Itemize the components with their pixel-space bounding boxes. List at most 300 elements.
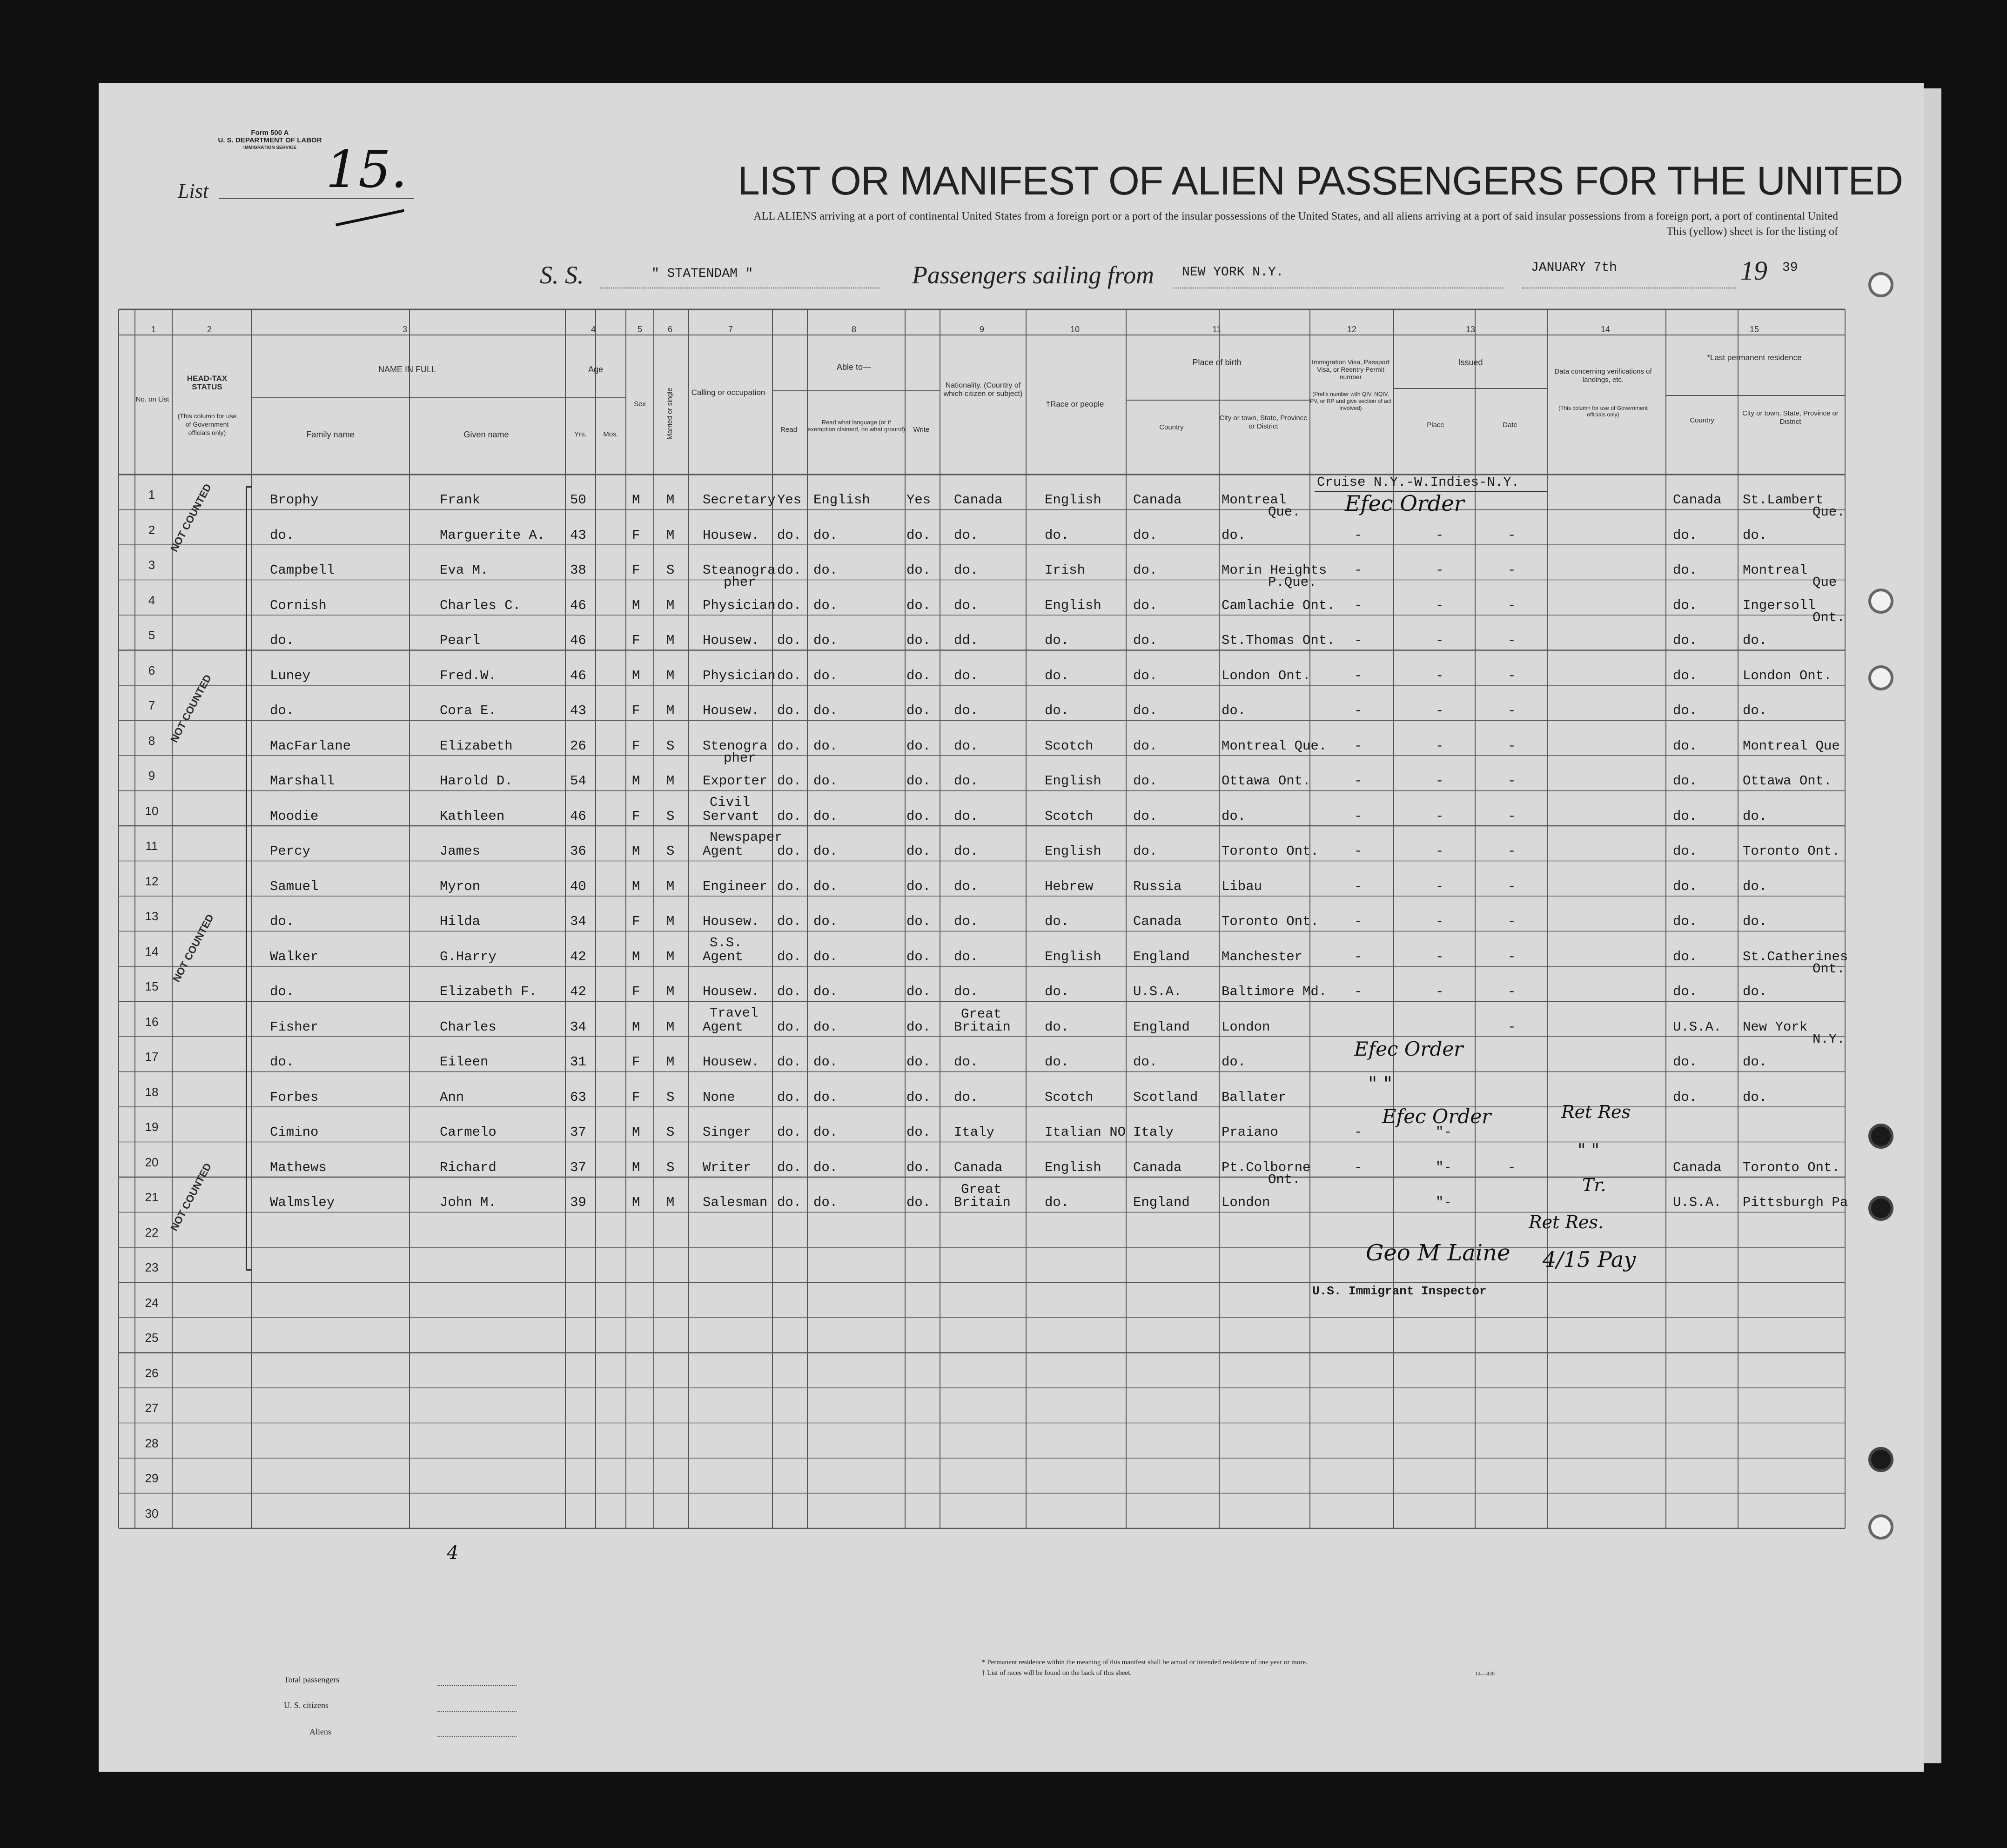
footer-total-passengers: Total passengers [284, 1675, 340, 1684]
residence-country-cell: U.S.A. [1673, 1019, 1722, 1035]
write-cell: do. [906, 878, 931, 894]
marital-cell: S [666, 808, 675, 824]
calling-cell: Newspaper [710, 830, 783, 845]
issued-place-cell: - [1436, 949, 1444, 964]
birth-country-cell: Russia [1133, 878, 1182, 894]
read-language-cell: do. [813, 949, 838, 964]
calling-cell: Housew. [703, 633, 759, 648]
birth-country-cell: do. [1133, 844, 1158, 859]
residence-city-cell: do. [1743, 984, 1767, 999]
header-write: Write [913, 426, 930, 434]
nationality-cell: do. [954, 1054, 979, 1070]
write-cell: do. [906, 527, 931, 543]
read-cell: do. [777, 844, 802, 859]
residence-country-cell: do. [1673, 1089, 1698, 1105]
read-cell: do. [777, 633, 802, 648]
header-able-to: Able to— [836, 362, 872, 372]
read-language-cell: do. [813, 597, 838, 613]
calling-cell: Civil [710, 794, 751, 810]
birth-country-cell: do. [1133, 633, 1158, 648]
birth-country-cell: Scotland [1133, 1089, 1198, 1105]
issued-place-cell: - [1436, 984, 1444, 999]
row-number: 8 [148, 733, 155, 748]
issued-place-cell: - [1436, 878, 1444, 894]
birth-city-cell: London Ont. [1222, 668, 1311, 683]
family-name-cell: MacFarlane [270, 738, 351, 754]
read-cell: do. [777, 984, 802, 999]
row-number: 19 [145, 1120, 159, 1134]
race-cell: Scotch [1045, 738, 1094, 754]
page-title: LIST OR MANIFEST OF ALIEN PASSENGERS FOR THE UNITED [738, 159, 1903, 203]
residence-city-cell: Ottawa Ont. [1743, 773, 1832, 789]
calling-cell: Physician [703, 668, 776, 683]
read-language-cell: do. [813, 808, 838, 824]
birth-city-cell: Toronto Ont. [1222, 914, 1319, 929]
read-language-cell: do. [813, 914, 838, 929]
calling-cell: Travel [710, 1005, 758, 1021]
marital-cell: M [666, 492, 675, 508]
issued-date-cell: - [1508, 773, 1516, 789]
birth-city-cell: Libau [1222, 878, 1262, 894]
age-cell: 46 [570, 597, 586, 613]
family-name-cell: do. [270, 703, 295, 718]
subtitle-line-2: This (yellow) sheet is for the listing of [1666, 226, 1838, 238]
not-counted-stamp: NOT COUNTED [168, 482, 214, 554]
race-cell: do. [1045, 1054, 1069, 1070]
residence-country-cell: do. [1673, 914, 1698, 929]
header-race: †Race or people [1046, 400, 1104, 408]
family-name-cell: do. [270, 914, 295, 929]
footer-aliens-line [437, 1736, 517, 1737]
age-cell: 46 [570, 668, 586, 683]
header-nationality: Nationality. (Country of which citizen or subject) [943, 382, 1023, 398]
column-number: 15 [1749, 325, 1759, 334]
handwritten-issued-row16: Efec Order [1354, 1038, 1463, 1060]
issued-place-cell: "- [1436, 1195, 1452, 1210]
issued-date-cell: - [1508, 878, 1516, 894]
marital-cell: S [666, 1089, 675, 1105]
header-issued: Issued [1458, 358, 1483, 367]
write-cell: do. [906, 1089, 931, 1105]
row-number: 15 [145, 979, 159, 993]
write-cell: do. [906, 738, 931, 754]
issued-place-cell: - [1436, 527, 1444, 543]
given-name-cell: Elizabeth F. [440, 984, 537, 999]
birth-city-cell: P.Que. [1268, 575, 1317, 590]
head-tax-bracket [246, 486, 252, 1271]
row-number: 16 [145, 1014, 159, 1029]
given-name-cell: John M. [440, 1195, 497, 1210]
row-number: 18 [145, 1085, 159, 1099]
read-language-cell: do. [813, 738, 838, 754]
birth-city-cell: Ballater [1222, 1089, 1287, 1105]
read-language-cell: do. [813, 633, 838, 648]
family-name-cell: Mathews [270, 1159, 327, 1175]
footer-code: 14—430 [1475, 1670, 1495, 1677]
read-language-cell: do. [813, 984, 838, 999]
write-cell: do. [906, 1159, 931, 1175]
sailing-date: JANUARY 7th [1531, 261, 1617, 275]
given-name-cell: Pearl [440, 633, 481, 648]
residence-city-cell: New York [1743, 1019, 1808, 1035]
write-cell: do. [906, 844, 931, 859]
form-service: IMMIGRATION SERVICE [243, 145, 297, 150]
birth-city-cell: St.Thomas Ont. [1222, 633, 1335, 648]
read-cell: do. [777, 668, 802, 683]
sex-cell: M [632, 1195, 640, 1210]
header-given-name: Given name [463, 430, 509, 439]
birth-city-cell: Toronto Ont. [1222, 844, 1319, 859]
given-name-cell: James [440, 844, 481, 859]
read-language-cell: do. [813, 878, 838, 894]
given-name-cell: Charles C. [440, 597, 521, 613]
header-issued-place: Place [1427, 421, 1444, 429]
issued-date-cell: - [1508, 1019, 1516, 1035]
given-name-cell: Charles [440, 1019, 497, 1035]
handwritten-verif-row19: " " [1577, 1140, 1600, 1160]
header-age: Age [588, 365, 604, 374]
sex-cell: F [632, 738, 640, 754]
handwritten-verif-row18: Ret Res [1561, 1102, 1631, 1122]
sex-cell: F [632, 984, 640, 999]
read-cell: do. [777, 527, 802, 543]
family-name-cell: Forbes [270, 1089, 319, 1105]
nationality-cell: Italy [954, 1125, 995, 1140]
race-cell: do. [1045, 668, 1069, 683]
read-cell: do. [777, 914, 802, 929]
birth-country-cell: Canada [1133, 1159, 1182, 1175]
given-name-cell: Fred.W. [440, 668, 497, 683]
nationality-cell: do. [954, 878, 979, 894]
calling-cell: Steanogra [703, 562, 776, 578]
marital-cell: M [666, 597, 675, 613]
visa-cell: - [1354, 773, 1363, 789]
issued-date-cell: - [1508, 597, 1516, 613]
family-name-cell: Walker [270, 949, 319, 964]
sex-cell: M [632, 492, 640, 508]
residence-city-cell: do. [1743, 633, 1767, 648]
calling-cell: Agent [703, 1019, 744, 1035]
residence-country-cell: Canada [1673, 492, 1722, 508]
footer-us-citizens: U. S. citizens [284, 1701, 329, 1710]
given-name-cell: Harold D. [440, 773, 513, 789]
footer-total-line [437, 1685, 517, 1686]
issued-date-cell: - [1508, 1159, 1516, 1175]
age-cell: 37 [570, 1159, 586, 1175]
issued-date-cell: - [1508, 808, 1516, 824]
row-number: 3 [148, 558, 155, 572]
marital-cell: M [666, 1195, 675, 1210]
residence-city-cell: Montreal [1743, 562, 1808, 578]
row-number: 25 [145, 1331, 159, 1345]
residence-city-cell: do. [1743, 878, 1767, 894]
birth-country-cell: do. [1133, 597, 1158, 613]
read-cell: do. [777, 703, 802, 718]
write-cell: do. [906, 633, 931, 648]
nationality-cell: do. [954, 527, 979, 543]
marital-cell: M [666, 703, 675, 718]
residence-city-cell: Ingersoll [1743, 597, 1816, 613]
nationality-cell: do. [954, 984, 979, 999]
age-cell: 39 [570, 1195, 586, 1210]
family-name-cell: Cimino [270, 1125, 319, 1140]
given-name-cell: Hilda [440, 914, 481, 929]
nationality-cell: do. [954, 597, 979, 613]
calling-cell: Housew. [703, 984, 759, 999]
age-cell: 37 [570, 1125, 586, 1140]
footer-citizens-line [437, 1711, 517, 1712]
year-prefix: 19 [1740, 255, 1767, 286]
birth-country-cell: U.S.A. [1133, 984, 1182, 999]
birth-country-cell: do. [1133, 562, 1158, 578]
age-cell: 43 [570, 527, 586, 543]
header-birth-country: Country [1159, 423, 1184, 431]
age-cell: 26 [570, 738, 586, 754]
nationality-cell: do. [954, 738, 979, 754]
residence-city-cell: Que. [1812, 504, 1845, 520]
calling-cell: pher [724, 575, 756, 590]
column-number: 1 [151, 325, 156, 334]
birth-city-cell: Ont. [1268, 1172, 1301, 1187]
column-number: 10 [1070, 325, 1080, 334]
row-number: 7 [148, 698, 155, 712]
residence-city-cell: do. [1743, 527, 1767, 543]
marital-cell: M [666, 773, 675, 789]
residence-city-cell: Toronto Ont. [1743, 1159, 1840, 1175]
read-cell: do. [777, 1195, 802, 1210]
residence-country-cell: do. [1673, 703, 1698, 718]
marital-cell: M [666, 949, 675, 964]
birth-city-cell: Camlachie Ont. [1222, 597, 1335, 613]
list-number: 15. [326, 140, 407, 199]
header-visa-note: (Prefix number with QIV, NQIV, PV, or RP and give section of act involved) [1310, 391, 1391, 411]
visa-cell: - [1354, 633, 1363, 648]
residence-city-cell: Que [1812, 575, 1837, 590]
residence-city-cell: do. [1743, 1054, 1767, 1070]
residence-city-cell: Toronto Ont. [1743, 844, 1840, 859]
issued-place-cell: "- [1436, 1125, 1452, 1140]
column-number: 13 [1465, 325, 1476, 334]
race-cell: English [1045, 949, 1101, 964]
residence-country-cell: do. [1673, 773, 1698, 789]
given-name-cell: Carmelo [440, 1125, 497, 1140]
read-language-cell: do. [813, 844, 838, 859]
age-cell: 46 [570, 633, 586, 648]
issued-date-cell: - [1508, 668, 1516, 683]
header-married: Married or single [666, 388, 674, 440]
footer-note-2: † List of races will be found on the back of this sheet. [982, 1669, 1132, 1677]
calling-cell: Stenogra [703, 738, 768, 754]
row-number: 26 [145, 1366, 159, 1380]
row-number: 17 [145, 1050, 159, 1064]
sex-cell: M [632, 1019, 640, 1035]
header-calling: Calling or occupation [691, 388, 765, 397]
family-name-cell: Moodie [270, 808, 319, 824]
age-cell: 43 [570, 703, 586, 718]
race-cell: Scotch [1045, 1089, 1094, 1105]
visa-cell: - [1354, 949, 1363, 964]
visa-cell: - [1354, 878, 1363, 894]
read-language-cell: do. [813, 562, 838, 578]
column-number: 5 [637, 325, 642, 334]
issued-date-cell: - [1508, 914, 1516, 929]
read-language-cell: do. [813, 1054, 838, 1070]
sex-cell: M [632, 878, 640, 894]
sex-cell: F [632, 1054, 640, 1070]
read-cell: do. [777, 562, 802, 578]
residence-country-cell: do. [1673, 633, 1698, 648]
row-number: 29 [145, 1471, 159, 1485]
year-suffix: 39 [1782, 261, 1798, 275]
race-cell: do. [1045, 703, 1069, 718]
calling-cell: Housew. [703, 914, 759, 929]
birth-country-cell: do. [1133, 703, 1158, 718]
read-language-cell: do. [813, 773, 838, 789]
marital-cell: M [666, 633, 675, 648]
nationality-cell: Britain [954, 1019, 1011, 1035]
read-cell: do. [777, 949, 802, 964]
birth-city-cell: Morin Heights [1222, 562, 1327, 578]
write-cell: do. [906, 984, 931, 999]
issued-place-cell: - [1436, 738, 1444, 754]
issued-date-cell: - [1508, 984, 1516, 999]
residence-city-cell: St.Catherines [1743, 949, 1848, 964]
age-cell: 34 [570, 914, 586, 929]
race-cell: English [1045, 773, 1101, 789]
residence-country-cell: do. [1673, 562, 1698, 578]
read-language-cell: do. [813, 1125, 838, 1140]
birth-country-cell: Canada [1133, 914, 1182, 929]
header-yrs: Yrs. [574, 430, 587, 438]
read-language-cell: do. [813, 1195, 838, 1210]
marital-cell: M [666, 527, 675, 543]
residence-city-cell: do. [1743, 914, 1767, 929]
issued-date-cell: - [1508, 527, 1516, 543]
nationality-cell: Britain [954, 1195, 1011, 1210]
read-cell: do. [777, 878, 802, 894]
sex-cell: M [632, 773, 640, 789]
nationality-cell: do. [954, 1089, 979, 1105]
issued-date-cell: - [1508, 738, 1516, 754]
birth-country-cell: do. [1133, 773, 1158, 789]
calling-cell: Engineer [703, 878, 768, 894]
column-number: 7 [728, 325, 733, 334]
header-place-of-birth: Place of birth [1192, 358, 1242, 367]
age-cell: 42 [570, 949, 586, 964]
family-name-cell: Walmsley [270, 1195, 335, 1210]
age-cell: 42 [570, 984, 586, 999]
read-language-cell: do. [813, 703, 838, 718]
issued-date-cell: - [1508, 844, 1516, 859]
residence-city-cell: Ont. [1812, 961, 1845, 977]
sex-cell: M [632, 668, 640, 683]
race-cell: Hebrew [1045, 878, 1094, 894]
footer-aliens: Aliens [309, 1727, 331, 1736]
birth-city-cell: Montreal [1222, 492, 1287, 508]
family-name-cell: Marshall [270, 773, 335, 789]
column-number: 8 [851, 325, 856, 334]
write-cell: do. [906, 562, 931, 578]
row-number: 14 [145, 944, 159, 958]
family-name-cell: Brophy [270, 492, 319, 508]
write-cell: do. [906, 1195, 931, 1210]
row-number: 21 [145, 1190, 159, 1204]
visa-cell: - [1354, 1125, 1363, 1140]
family-name-cell: Fisher [270, 1019, 319, 1035]
footer-note-1: * Permanent residence within the meaning of this manifest shall be actual or intended residence of one year or more. [982, 1659, 1308, 1666]
given-name-cell: Eva M. [440, 562, 489, 578]
birth-city-cell: do. [1222, 527, 1246, 543]
write-cell: Yes [906, 492, 931, 508]
family-name-cell: do. [270, 1054, 295, 1070]
age-cell: 36 [570, 844, 586, 859]
residence-country-cell: U.S.A. [1673, 1195, 1722, 1210]
age-cell: 31 [570, 1054, 586, 1070]
calling-cell: Housew. [703, 703, 759, 718]
age-cell: 46 [570, 808, 586, 824]
header-verifications-note: (This column for use of Government officials only) [1558, 405, 1648, 418]
marital-cell: M [666, 1019, 675, 1035]
not-counted-stamp: NOT COUNTED [168, 672, 214, 744]
birth-city-cell: Que. [1268, 504, 1301, 520]
race-cell: do. [1045, 1019, 1069, 1035]
birth-city-cell: do. [1222, 703, 1246, 718]
residence-country-cell: do. [1673, 527, 1698, 543]
sex-cell: F [632, 808, 640, 824]
family-name-cell: Campbell [270, 562, 335, 578]
header-family-name: Family name [306, 430, 355, 439]
read-cell: Yes [777, 492, 802, 508]
header-visa: Immigration Visa, Passport Visa, or Reentry Permit number [1311, 358, 1390, 381]
nationality-cell: do. [954, 949, 979, 964]
given-name-cell: G.Harry [440, 949, 497, 964]
header-last-residence: *Last permanent residence [1707, 353, 1802, 362]
handwritten-verif-row20: Tr. [1582, 1175, 1606, 1195]
birth-city-cell: Montreal Que. [1222, 738, 1327, 754]
row-number: 24 [145, 1295, 159, 1310]
birth-country-cell: England [1133, 1195, 1190, 1210]
row-number: 23 [145, 1260, 159, 1274]
issued-place-cell: - [1436, 668, 1444, 683]
residence-city-cell: N.Y. [1812, 1031, 1845, 1047]
column-number: 6 [667, 325, 672, 334]
issued-date-cell: - [1508, 703, 1516, 718]
write-cell: do. [906, 773, 931, 789]
nationality-cell: do. [954, 668, 979, 683]
issued-date-cell: - [1508, 633, 1516, 648]
nationality-cell: do. [954, 562, 979, 578]
issued-place-cell: - [1436, 597, 1444, 613]
sex-cell: M [632, 844, 640, 859]
birth-country-cell: do. [1133, 668, 1158, 683]
race-cell: Irish [1045, 562, 1086, 578]
ship-name: " STATENDAM " [651, 267, 753, 281]
residence-country-cell: do. [1673, 984, 1698, 999]
residence-city-cell: do. [1743, 1089, 1767, 1105]
row-number: 9 [148, 769, 155, 783]
calling-cell: Writer [703, 1159, 752, 1175]
sex-cell: F [632, 1089, 640, 1105]
row-number: 20 [145, 1155, 159, 1169]
visa-cell: - [1354, 808, 1363, 824]
family-name-cell: do. [270, 527, 295, 543]
calling-cell: Exporter [703, 773, 768, 789]
write-cell: do. [906, 1019, 931, 1035]
sex-cell: M [632, 1125, 640, 1140]
nationality-cell: Great [961, 1182, 1002, 1197]
nationality-cell: do. [954, 844, 979, 859]
header-sex: Sex [634, 400, 646, 408]
